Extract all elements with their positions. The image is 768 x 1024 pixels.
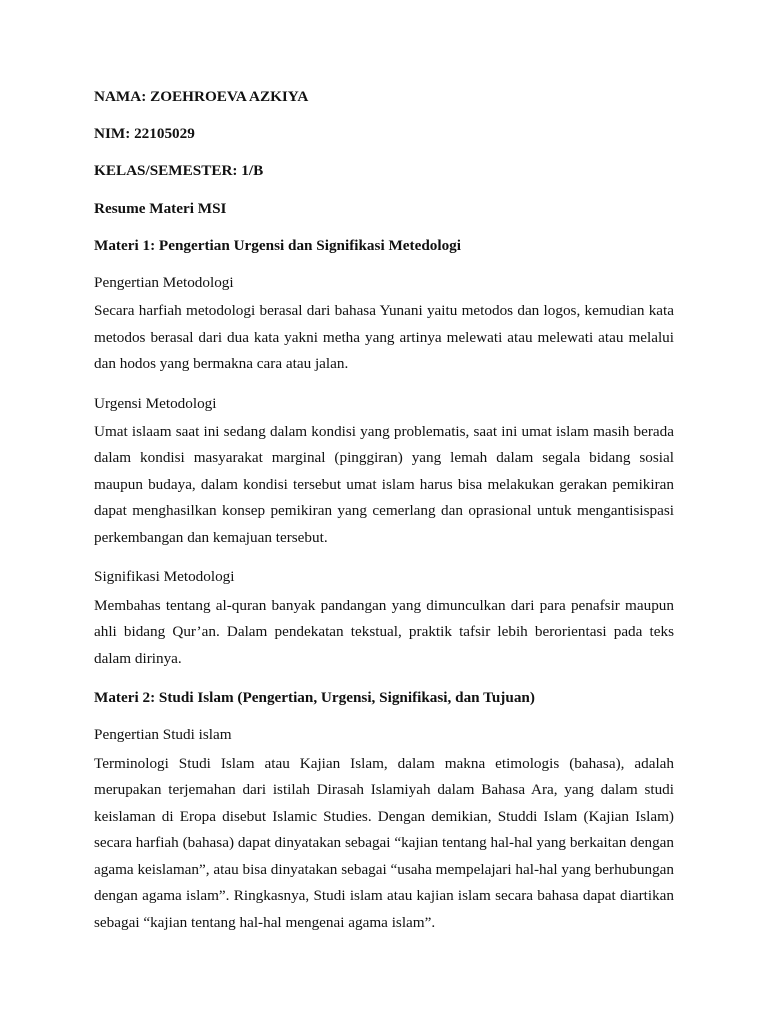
- section-heading: Signifikasi Metodologi: [94, 568, 235, 586]
- student-class: KELAS/SEMESTER: 1/B: [94, 162, 264, 180]
- student-nim: NIM: 22105029: [94, 125, 195, 143]
- section-heading: Pengertian Metodologi: [94, 274, 234, 292]
- section-heading: Pengertian Studi islam: [94, 726, 232, 744]
- materi-2-heading: Materi 2: Studi Islam (Pengertian, Urgensi, Signifikasi, dan Tujuan): [94, 689, 535, 707]
- document-body: [94, 78, 674, 940]
- student-name: NAMA: ZOEHROEVA AZKIYA: [94, 88, 309, 105]
- section-heading: Urgensi Metodologi: [94, 394, 217, 412]
- section-paragraph: Terminologi Studi Islam atau Kajian Islam, dalam makna etimologis (bahasa), adalah merupakan terjemahan dari istilah Dirasah Islamiyah dalam Bahasa Ara, yang dalam studi keislaman di Eropa disebut Islamic Studies. Dengan demikian, Studdi Islam (Kajian Islam) secara harfiah (bahasa) dapat dinyatakan sebagai “kajian tentang hal-hal yang berkaitan dengan agama keislaman”, atau bisa dinyatakan sebagai “usaha mempelajari hal-hal yang berhubungan dengan agama islam”. Ringkasnya, Studi islam atau kajian islam secara bahasa dapat diartikan sebagai “kajian tentang hal-hal mengenai agama islam”.: [94, 754, 674, 931]
- section-paragraph: Membahas tentang al-quran banyak pandangan yang dimunculkan dari para penafsir maupun ahli bidang Qur’an. Dalam pendekatan tekstual, praktik tafsir lebih berorientasi pada teks dalam dirinya.: [94, 596, 674, 667]
- section-paragraph: Umat islaam saat ini sedang dalam kondisi yang problematis, saat ini umat islam masih berada dalam kondisi masyarakat marginal (pinggiran) yang lemah dalam segala bidang sosial maupun budaya, dalam kondisi tersebut umat islam harus bisa melakukan gerakan pemikiran dapat menghasilkan konsep pemikiran yang cemerlang dan oprasional untuk mengantisispasi perkembangan dan kemajuan tersebut.: [94, 422, 674, 546]
- materi-1-heading: Materi 1: Pengertian Urgensi dan Signifikasi Metedologi: [94, 236, 461, 254]
- document-title: Resume Materi MSI: [94, 199, 227, 217]
- section-paragraph: Secara harfiah metodologi berasal dari bahasa Yunani yaitu metodos dan logos, kemudian kata metodos berasal dari dua kata yakni metha yang artinya melewati atau melewati atau melalui dan hodos yang bermakna cara atau jalan.: [94, 302, 674, 373]
